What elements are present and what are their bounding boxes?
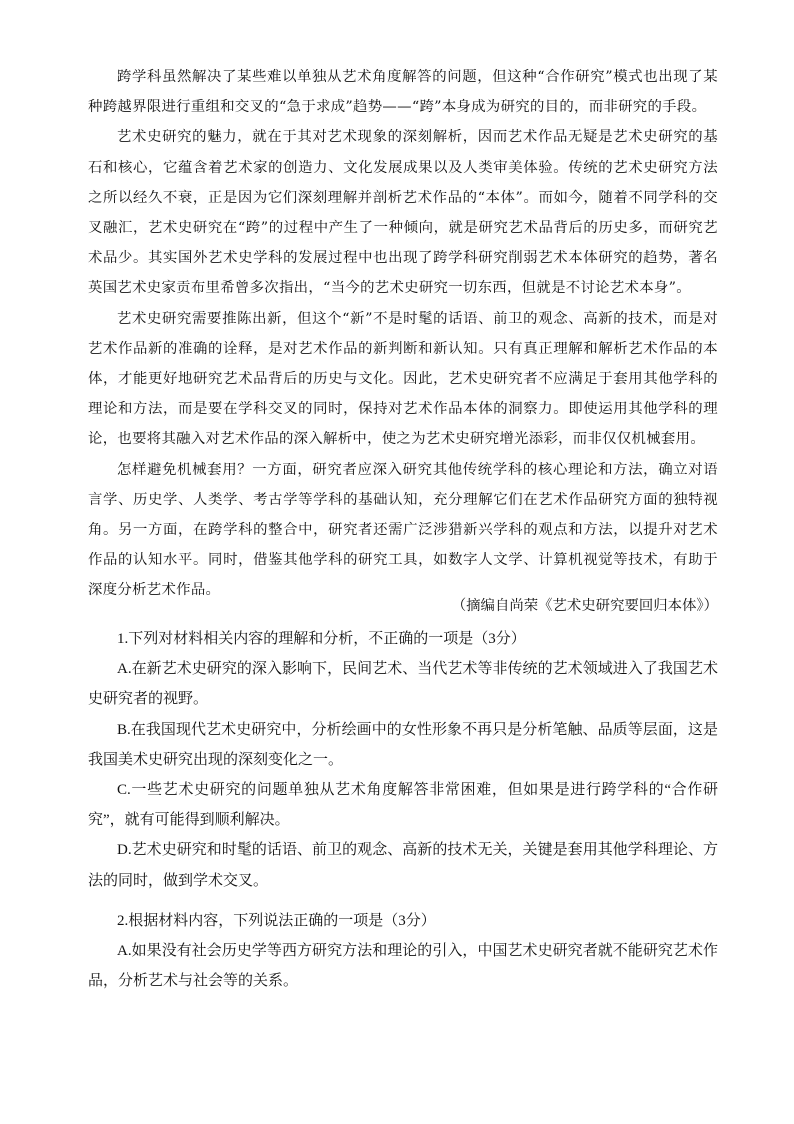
question-option: A.如果没有社会历史学等西方研究方法和理论的引入，中国艺术史研究者就不能研究艺术作品，分析艺术与社会等的关系。 xyxy=(88,943,718,990)
question-option: C.一些艺术史研究的问题单独从艺术角度解答非常困难，但如果是进行跨学科的“合作研究”，就有可能得到顺利解决。 xyxy=(88,782,718,829)
passage-paragraph: 艺术史研究的魅力，就在于其对艺术现象的深刻解析，因而艺术作品无疑是艺术史研究的基石和核心，它蕴含着艺术家的创造力、文化发展成果以及人类审美体验。传统的艺术史研究方法之所以经久不衰，正是因为它们深刻理解并剖析艺术作品的“本体”。而如今，随着不同学科的交叉融汇，艺术史研究在“跨”的过程中产生了一种倾向，就是研究艺术品背后的历史多，而研究艺术品少。其实国外艺术史学科的发展过程中也出现了跨学科研究削弱艺术本体研究的趋势，著名英国艺术史家贡布里希曾多次指出，“当今的艺术史研究一切东西，但就是不讨论艺术本身”。 xyxy=(88,129,718,297)
question-option: A.在新艺术史研究的深入影响下，民间艺术、当代艺术等非传统的艺术领域进入了我国艺术史研究者的视野。 xyxy=(88,661,718,708)
question-option: B.在我国现代艺术史研究中，分析绘画中的女性形象不再只是分析笔触、品质等层面，这是我国美术史研究出现的深刻变化之一。 xyxy=(88,721,718,768)
question-2 xyxy=(88,906,718,997)
question-option: D.艺术史研究和时髦的话语、前卫的观念、高新的技术无关，关键是套用其他学科理论、方法的同时，做到学术交叉。 xyxy=(88,842,718,889)
passage-source: （摘编自尚荣《艺术史研究要回归本体》） xyxy=(451,598,718,614)
question-1 xyxy=(88,624,718,896)
question-stem: 1.下列对材料相关内容的理解和分析，不正确的一项是（3分） xyxy=(117,631,526,647)
passage-paragraph: 跨学科虽然解决了某些难以单独从艺术角度解答的问题，但这种“合作研究”模式也出现了某种跨越界限进行重组和交叉的“急于求成”趋势——“跨”本身成为研究的目的，而非研究的手段。 xyxy=(88,69,718,116)
passage-paragraph: 怎样避免机械套用？一方面，研究者应深入研究其他传统学科的核心理论和方法，确立对语言学、历史学、人类学、考古学等学科的基础认知，充分理解它们在艺术作品研究方面的独特视角。另一方面，在跨学科的整合中，研究者还需广泛涉猎新兴学科的观点和方法，以提升对艺术作品的认知水平。同时，借鉴其他学科的研究工具，如数字人文学、计算机视觉等技术，有助于深度分析艺术作品。 xyxy=(88,461,718,599)
question-stem: 2.根据材料内容，下列说法正确的一项是（3分） xyxy=(117,913,436,929)
passage-body xyxy=(88,62,718,606)
passage-paragraph: 艺术史研究需要推陈出新，但这个“新”不是时髦的话语、前卫的观念、高新的技术，而是对艺术作品新的准确的诠释，是对艺术作品的新判断和新认知。只有真正理解和解析艺术作品的本体，才能更好地研究艺术品背后的历史与文化。因此，艺术史研究者不应满足于套用其他学科的理论和方法，而是要在学科交叉的同时，保持对艺术作品本体的洞察力。即使运用其他学科的理论，也要将其融入对艺术作品的深入解析中，使之为艺术史研究增光添彩，而非仅仅机械套用。 xyxy=(88,310,718,448)
